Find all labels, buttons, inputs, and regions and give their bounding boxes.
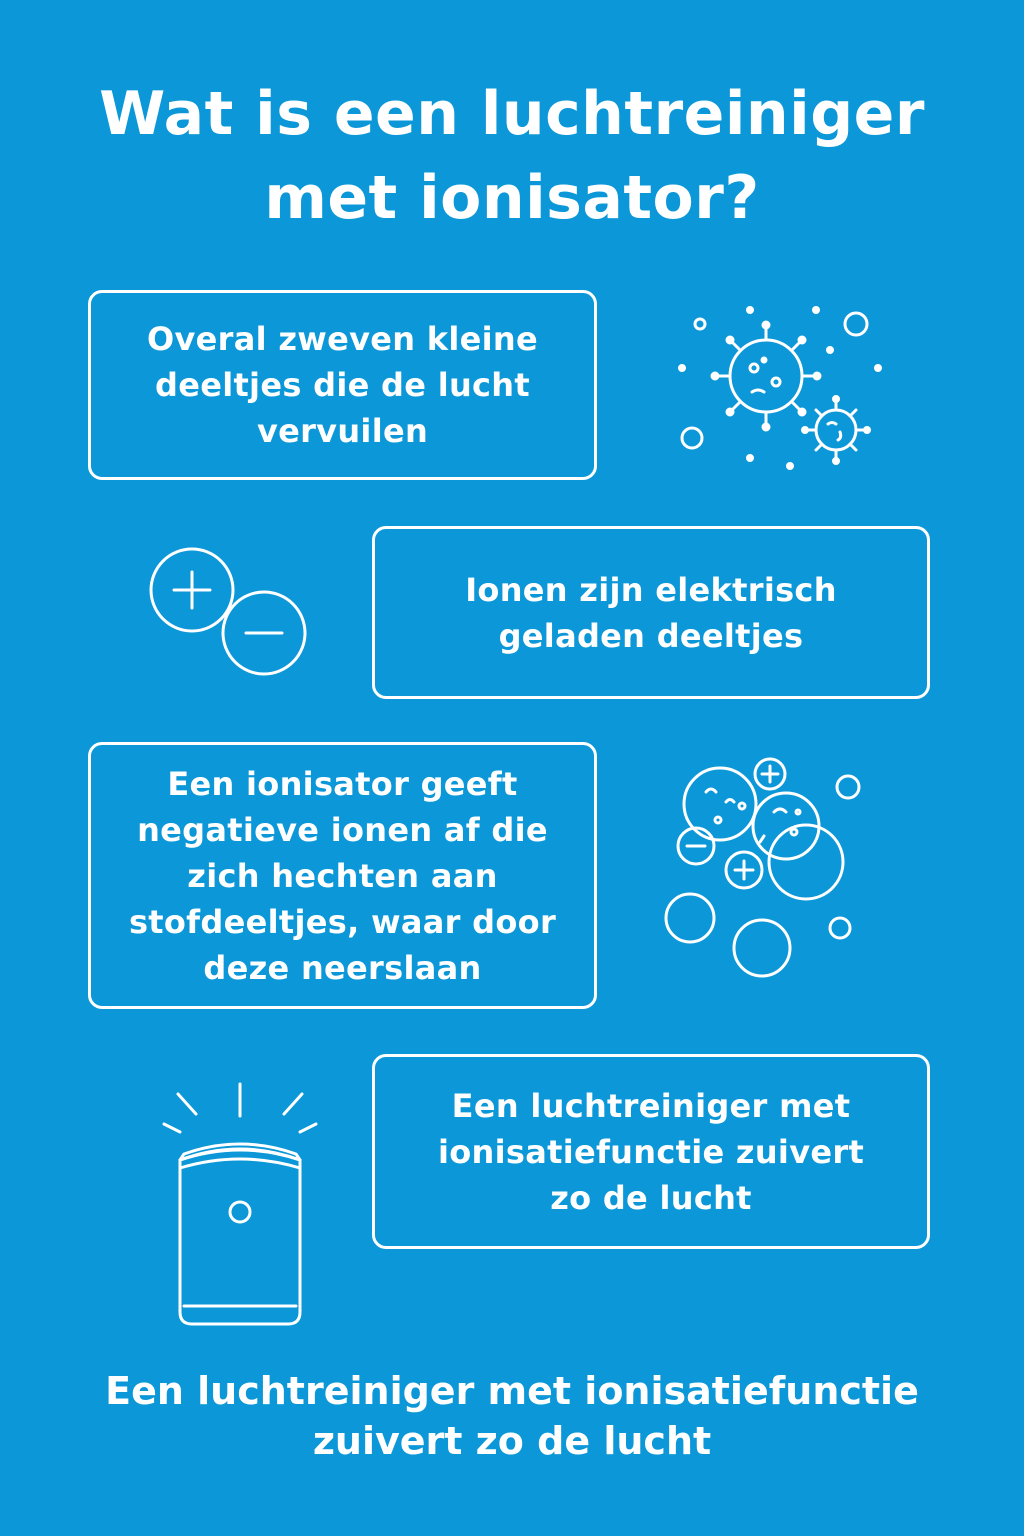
info-card-text xyxy=(465,567,837,659)
footer-summary xyxy=(40,1366,984,1466)
card-line: deeltjes die de lucht xyxy=(154,366,530,404)
germs-icon xyxy=(668,300,888,480)
card-line: zo de lucht xyxy=(550,1178,752,1217)
card-line: geladen deeltjes xyxy=(498,616,804,655)
air-purifier-icon xyxy=(150,1076,330,1331)
card-line: negatieve ionen af die xyxy=(137,810,548,849)
ions-icon xyxy=(140,540,320,690)
card-line: stofdeeltjes, waar door xyxy=(128,902,557,941)
footer-line-1: Een luchtreiniger met ionisatiefunctie xyxy=(105,1369,919,1413)
info-card-purifier xyxy=(372,1054,930,1249)
info-card-text xyxy=(438,1083,864,1221)
page-title xyxy=(40,72,984,240)
title-line-1: Wat is een luchtreiniger xyxy=(99,79,925,149)
title-line-2: met ionisator? xyxy=(264,163,760,233)
card-line: Ionen zijn elektrisch xyxy=(465,570,837,609)
card-line: Overal zweven kleine xyxy=(146,320,539,358)
info-card-ions xyxy=(372,526,930,699)
card-line: deze neerslaan xyxy=(203,948,482,987)
info-card-text xyxy=(147,316,538,454)
charged-particles-icon xyxy=(656,752,870,982)
card-line: Een ionisator geeft xyxy=(167,764,518,803)
info-card-particles xyxy=(88,290,597,480)
info-card-text xyxy=(129,761,556,991)
footer-line-2: zuivert zo de lucht xyxy=(312,1419,712,1463)
card-line: Een luchtreiniger met xyxy=(451,1086,851,1125)
info-card-ionisator xyxy=(88,742,597,1009)
card-line: zich hechten aan xyxy=(187,856,498,895)
card-line: vervuilen xyxy=(256,412,429,450)
card-line: ionisatiefunctie zuivert xyxy=(437,1132,865,1171)
